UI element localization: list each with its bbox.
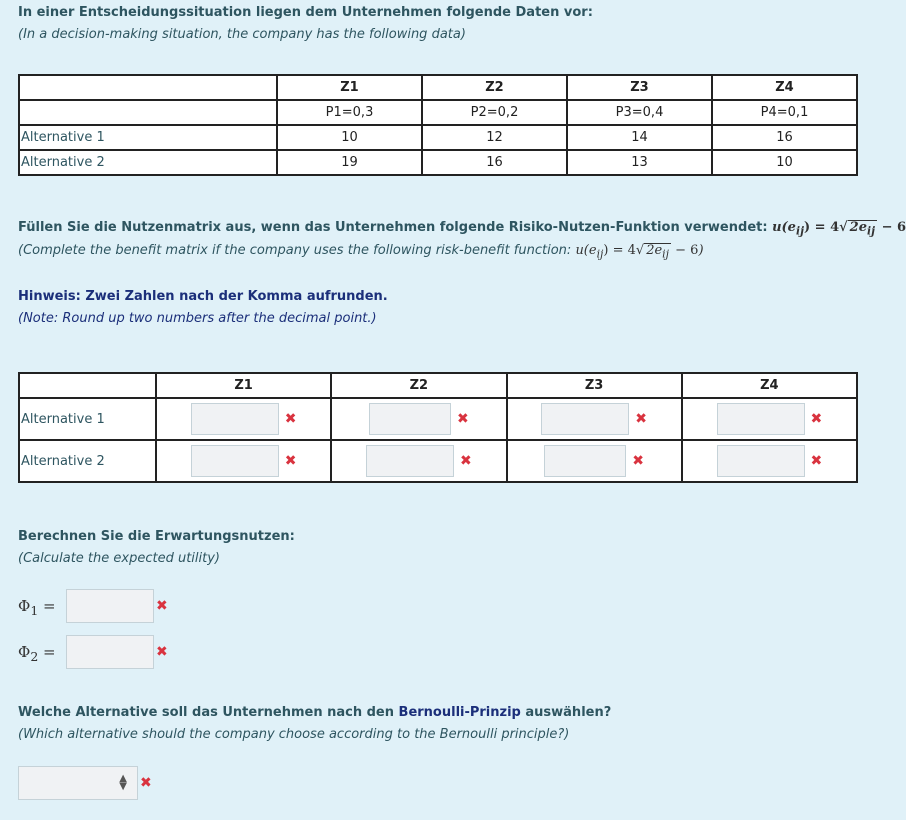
formula-rad-sub: ij: [867, 224, 876, 238]
benefit-input-a2-z3[interactable]: [544, 445, 626, 477]
choice-text-after: auswählen?: [520, 705, 612, 720]
table-cell: 16: [422, 150, 567, 175]
choice-translation: (Which alternative should the company choose according to the Bernoulli principle?): [18, 727, 570, 742]
table-row: [19, 125, 857, 150]
table-row: [19, 150, 857, 175]
formula-lhs: u(e: [772, 220, 796, 235]
formula-sub: ij: [596, 247, 604, 261]
data-col-z3: Z3: [567, 75, 712, 100]
benefit-input-a2-z1[interactable]: [191, 445, 279, 477]
row-label: Alternative 2: [19, 150, 277, 175]
incorrect-icon: ✖: [156, 644, 168, 660]
table-cell: [156, 398, 331, 440]
formula-2: [575, 243, 704, 261]
incorrect-icon: ✖: [632, 453, 644, 469]
phi2-input[interactable]: [66, 635, 154, 669]
task1-text: Füllen Sie die Nutzenmatrix aus, wenn das Unternehmen folgende Risiko-Nutzen-Funktion verwendet:: [18, 220, 768, 235]
intro-translation: (In a decision-making situation, the company has the following data): [18, 27, 466, 42]
expected-translation: (Calculate the expected utility): [18, 551, 220, 566]
formula-lhs: u(e: [575, 243, 597, 258]
benefit-input-a2-z2[interactable]: [366, 445, 454, 477]
phi2-label: [18, 643, 56, 664]
phi2-symbol: Φ: [18, 643, 31, 661]
formula-sub: ij: [795, 224, 804, 238]
data-col-z4: Z4: [712, 75, 857, 100]
benefit-input-a1-z4[interactable]: [717, 403, 805, 435]
incorrect-icon: ✖: [284, 453, 297, 469]
table-cell: 10: [712, 150, 857, 175]
table-row: [19, 398, 857, 440]
table-cell: 12: [422, 125, 567, 150]
benefit-input-a1-z1[interactable]: [191, 403, 279, 435]
row-label: Alternative 2: [19, 440, 156, 482]
table-row: [19, 440, 857, 482]
phi1-symbol: Φ: [18, 597, 31, 615]
incorrect-icon: ✖: [284, 411, 297, 427]
benefit-input-a1-z2[interactable]: [369, 403, 451, 435]
incorrect-icon: ✖: [140, 775, 152, 791]
table-cell: [507, 440, 682, 482]
phi1-sub: 1: [30, 603, 39, 618]
formula-eq: ) = 4: [803, 220, 840, 235]
formula-eq: ) = 4: [603, 243, 636, 258]
prob-p2: P2=0,2: [422, 100, 567, 125]
prob-p3: P3=0,4: [567, 100, 712, 125]
benefit-col-z3: Z3: [507, 373, 682, 398]
data-table-prob-label: [19, 100, 277, 125]
phi1-input[interactable]: [66, 589, 154, 623]
task1-translation-text: (Complete the benefit matrix if the company uses the following risk-benefit function:: [18, 243, 572, 258]
formula-minus: − 6: [675, 243, 699, 258]
table-cell: [331, 398, 506, 440]
formula-rad-text: 2e: [849, 220, 867, 235]
incorrect-icon: ✖: [457, 411, 469, 427]
table-cell: [682, 440, 857, 482]
formula-rad-sub: ij: [662, 247, 669, 261]
prob-p1: P1=0,3: [277, 100, 422, 125]
benefit-table-corner: [19, 373, 156, 398]
formula-close: ): [698, 243, 704, 258]
table-cell: 10: [277, 125, 422, 150]
formula-rad-text: 2e: [646, 243, 663, 258]
benefit-col-z4: Z4: [682, 373, 857, 398]
data-col-z2: Z2: [422, 75, 567, 100]
bernoulli-link[interactable]: Bernoulli-Prinzip: [398, 705, 521, 720]
formula-minus: − 6: [881, 220, 906, 235]
phi2-sub: 2: [30, 649, 39, 664]
table-cell: [331, 440, 506, 482]
phi1-eq: =: [38, 597, 56, 615]
choice-text-before: Welche Alternative soll das Unternehmen nach den: [18, 705, 399, 720]
benefit-col-z1: Z1: [156, 373, 331, 398]
incorrect-icon: ✖: [635, 411, 647, 427]
phi2-eq: =: [38, 643, 56, 661]
hint-heading: Hinweis: Zwei Zahlen nach der Komma aufrunden.: [18, 289, 388, 304]
sqrt-icon: √: [635, 243, 645, 258]
table-cell: [682, 398, 857, 440]
phi1-label: [18, 597, 56, 618]
table-cell: 19: [277, 150, 422, 175]
prob-p4: P4=0,1: [712, 100, 857, 125]
table-cell: [507, 398, 682, 440]
hint-translation: (Note: Round up two numbers after the decimal point.): [18, 311, 377, 326]
incorrect-icon: ✖: [810, 453, 823, 469]
intro-heading: In einer Entscheidungssituation liegen dem Unternehmen folgende Daten vor:: [18, 5, 593, 20]
table-cell: [156, 440, 331, 482]
select-arrows-icon: ▲ ▼: [119, 773, 127, 792]
benefit-table: [18, 372, 858, 483]
row-label: Alternative 1: [19, 398, 156, 440]
formula-radicand: [848, 220, 877, 239]
data-table: [18, 74, 858, 176]
benefit-input-a1-z3[interactable]: [541, 403, 629, 435]
incorrect-icon: ✖: [460, 453, 472, 469]
benefit-input-a2-z4[interactable]: [717, 445, 805, 477]
expected-heading: Berechnen Sie die Erwartungsnutzen:: [18, 529, 295, 544]
table-cell: 16: [712, 125, 857, 150]
table-cell: 14: [567, 125, 712, 150]
data-col-z1: Z1: [277, 75, 422, 100]
task1-heading: [18, 220, 906, 239]
formula: [772, 220, 906, 238]
task1-translation: [18, 243, 704, 262]
data-table-corner: [19, 75, 277, 100]
sqrt-icon: √: [839, 220, 848, 235]
benefit-col-z2: Z2: [331, 373, 506, 398]
incorrect-icon: ✖: [156, 598, 168, 614]
choice-heading: [18, 705, 611, 720]
incorrect-icon: ✖: [810, 411, 823, 427]
table-cell: 13: [567, 150, 712, 175]
alternative-select[interactable]: [18, 766, 138, 800]
formula-radicand: [644, 243, 671, 262]
row-label: Alternative 1: [19, 125, 277, 150]
